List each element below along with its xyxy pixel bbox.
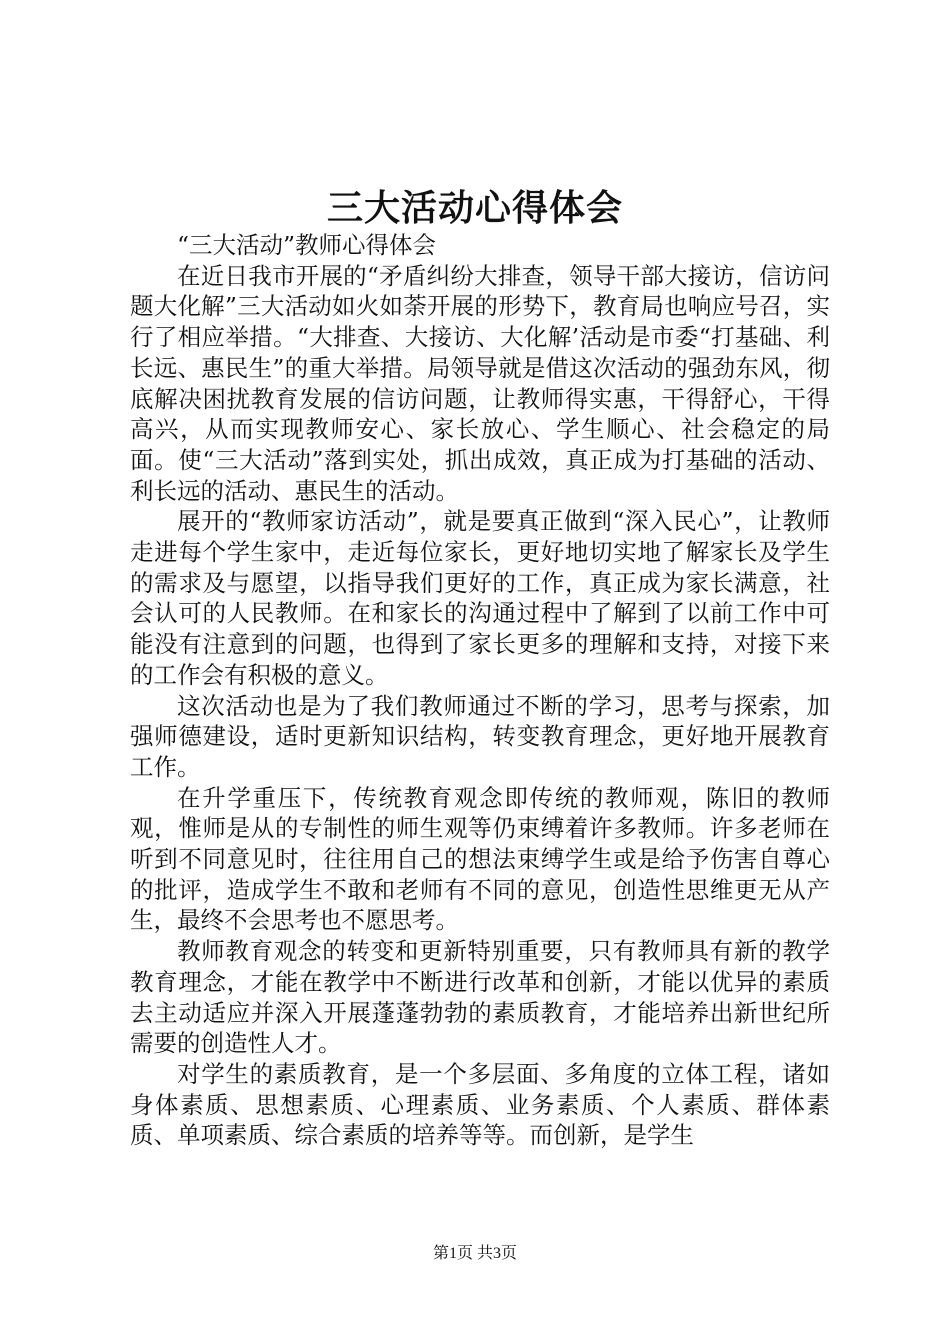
body-paragraph: 这次活动也是为了我们教师通过不断的学习，思考与探索，加强师德建设，适时更新知识结构，转变教育理念，更好地开展教育工作。 [130, 691, 830, 781]
body-paragraph: 在升学重压下，传统教育观念即传统的教师观，陈旧的教师观，惟师是从的专制性的师生观等仍束缚着许多教师。许多老师在听到不同意见时，往往用自己的想法束缚学生或是给予伤害自尊心的批评，造成学生不敢和老师有不同的意见，创造性思维更无从产生，最终不会思考也不愿思考。 [130, 783, 830, 935]
body-paragraph: 对学生的素质教育，是一个多层面、多角度的立体工程，诸如身体素质、思想素质、心理素质、业务素质、个人素质、群体素质、单项素质、综合素质的培养等等。而创新，是学生 [130, 1059, 830, 1150]
page-number-footer: 第1页 共3页 [432, 1245, 517, 1262]
body-paragraph: 展开的“教师家访活动”，就是要真正做到“深入民心”，让教师走进每个学生家中，走近每位家长，更好地切实地了解家长及学生的需求及与愿望，以指导我们更好的工作，真正成为家长满意，社会认可的人民教师。在和家长的沟通过程中了解到了以前工作中可能没有注意到的问题，也得到了家长更多的理解和支持，对接下来的工作会有积极的意义。 [130, 507, 830, 689]
subtitle-paragraph: “三大活动”教师心得体会 [177, 231, 437, 259]
body-paragraph: 教师教育观念的转变和更新特别重要，只有教师具有新的教学教育理念，才能在教学中不断进行改革和创新，才能以优异的素质去主动适应并深入开展蓬蓬勃勃的素质教育，才能培养出新世纪所需要的创造性人才。 [130, 937, 830, 1058]
document-title: 三大活动心得体会 [326, 187, 623, 229]
document-body [130, 230, 830, 1151]
body-paragraph: 在近日我市开展的“矛盾纠纷大排查，领导干部大接访，信访问题大化解”三大活动如火如荼开展的形势下，教育局也响应号召，实行了相应举措。“大排查、大接访、大化解’活动是市委“打基础、利长远、惠民生”的重大举措。局领导就是借这次活动的强劲东风，彻底解决困扰教育发展的信访问题，让教师得实惠，干得舒心，干得高兴，从而实现教师安心、家长放心、学生顺心、社会稳定的局面。使“三大活动”落到实处，抓出成效，真正成为打基础的活动、利长远的活动、惠民生的活动。 [130, 261, 830, 505]
